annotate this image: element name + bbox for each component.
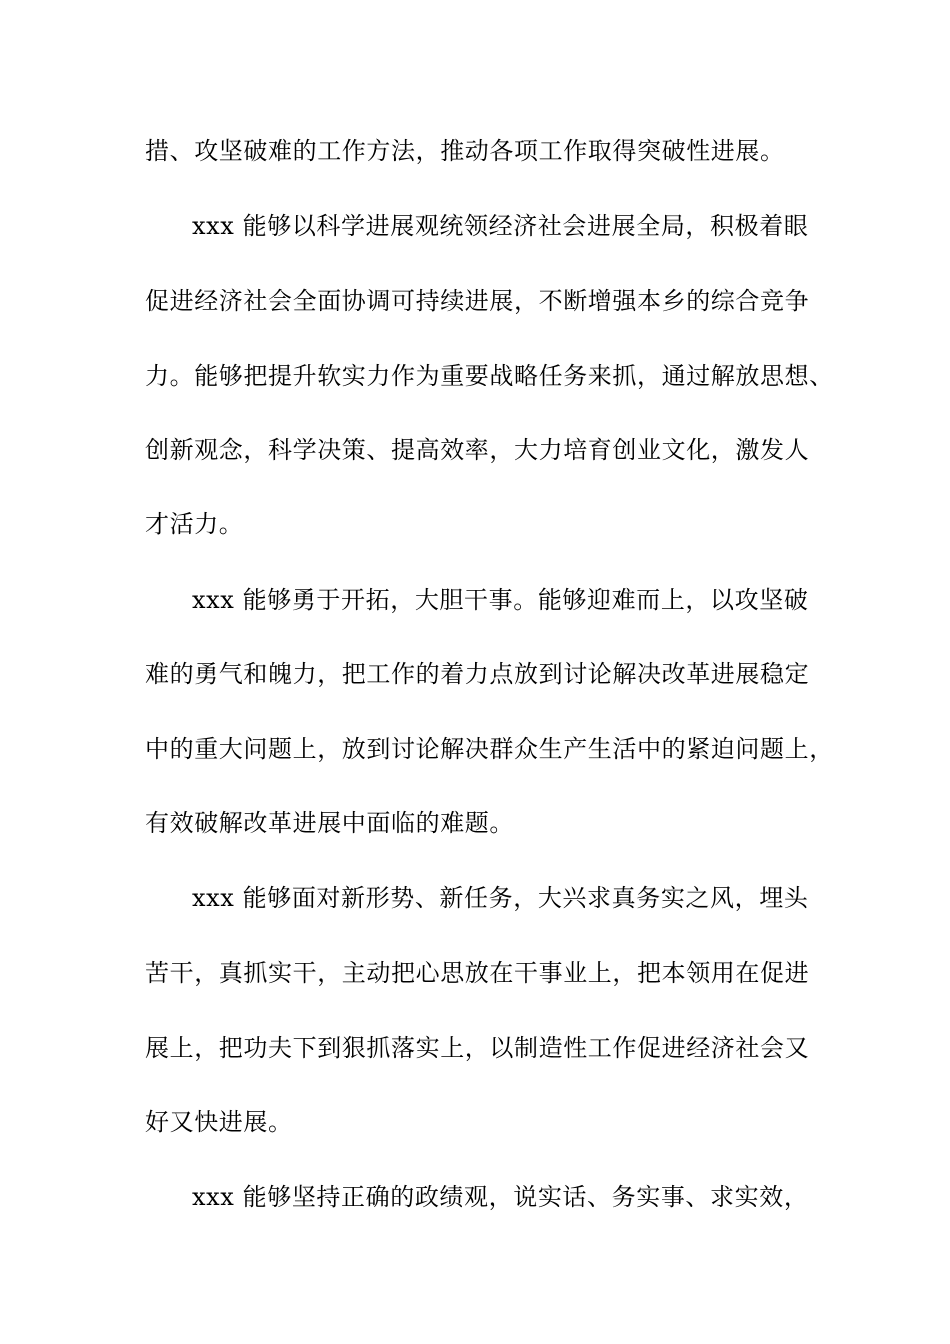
- text-line: 促进经济社会全面协调可持续进展，不断增强本乡的综合竞争: [145, 287, 810, 315]
- paragraph-first-line: xxx 能够勇于开拓，大胆干事。能够迎难而上，以攻坚破: [192, 586, 809, 614]
- text-line: 苦干，真抓实干，主动把心思放在干事业上，把本领用在促进: [145, 959, 810, 987]
- text-line: 措、攻坚破难的工作方法，推动各项工作取得突破性进展。: [145, 137, 785, 165]
- text-line: 力。能够把提升软实力作为重要战略任务来抓，通过解放思想、: [145, 362, 834, 390]
- paragraph-first-line: xxx 能够面对新形势、新任务，大兴求真务实之风，埋头: [192, 884, 809, 912]
- text-line: 创新观念，科学决策、提高效率，大力培育创业文化，激发人: [145, 436, 810, 464]
- text-line: 难的勇气和魄力，把工作的着力点放到讨论解决改革进展稳定: [145, 660, 810, 688]
- paragraph-first-line: xxx 能够坚持正确的政绩观，说实话、务实事、求实效，: [192, 1183, 809, 1211]
- text-line: 才活力。: [145, 510, 244, 538]
- text-line: 中的重大问题上，放到讨论解决群众生产生活中的紧迫问题上，: [145, 735, 834, 763]
- text-line: 展上，把功夫下到狠抓落实上，以制造性工作促进经济社会又: [145, 1034, 810, 1062]
- paragraph-first-line: xxx 能够以科学进展观统领经济社会进展全局，积极着眼: [192, 212, 809, 240]
- text-line: 有效破解改革进展中面临的难题。: [145, 809, 514, 837]
- text-line: 好又快进展。: [145, 1108, 293, 1136]
